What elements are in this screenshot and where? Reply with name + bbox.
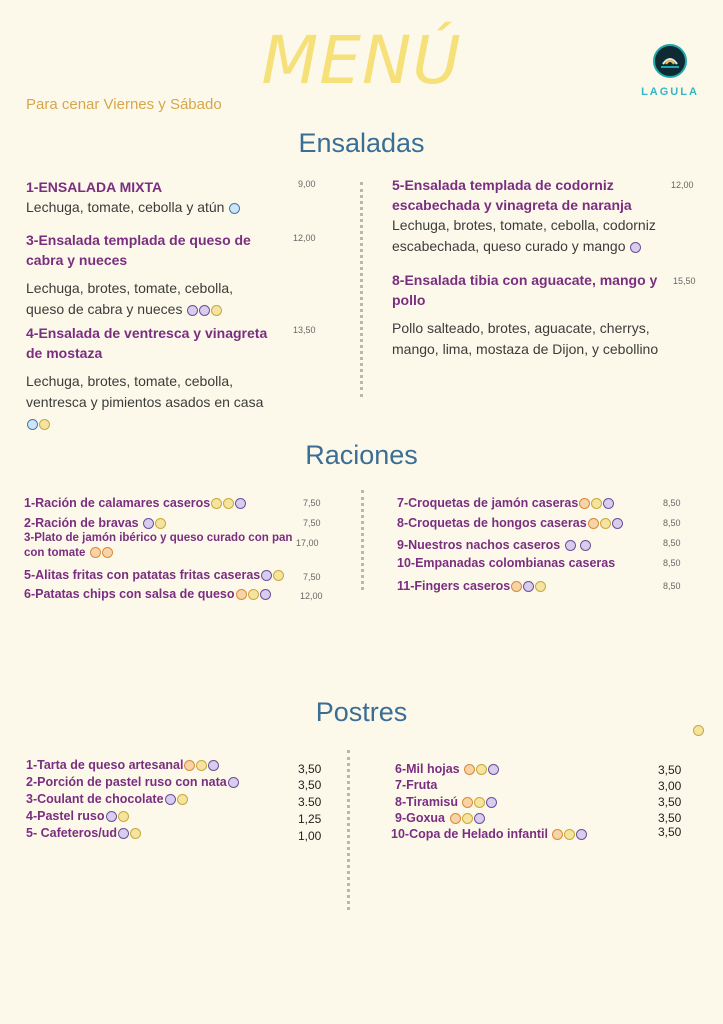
dish-price: 12,00 bbox=[300, 591, 323, 601]
dish-price: 7,50 bbox=[303, 498, 321, 508]
dish-price: 3,00 bbox=[658, 779, 682, 793]
section-title-postres: Postres bbox=[315, 697, 408, 727]
dish-description: Pollo salteado, brotes, aguacate, cherrys, mango, lima, mostaza de Dijon, y cebollino bbox=[392, 320, 659, 357]
allergen-icon bbox=[273, 570, 284, 581]
dish-item bbox=[392, 175, 664, 257]
allergen-icon bbox=[211, 305, 222, 316]
dish-price: 3,50 bbox=[658, 825, 682, 839]
dish-name: 1-ENSALADA MIXTA bbox=[26, 179, 163, 195]
dish-name: 8-Croquetas de hongos caseras bbox=[397, 515, 623, 531]
dish-price: 3,50 bbox=[658, 795, 682, 809]
dish-item bbox=[26, 230, 270, 320]
dish-price: 3,50 bbox=[298, 778, 322, 792]
dish-item bbox=[26, 323, 270, 434]
allergen-icon bbox=[261, 570, 272, 581]
dish-price: 3,50 bbox=[658, 811, 682, 825]
dish-item bbox=[392, 270, 664, 360]
allergen-icon bbox=[236, 589, 247, 600]
dish-price: 1,25 bbox=[298, 812, 322, 826]
allergen-icon bbox=[552, 829, 563, 840]
logo-text: LAGULA bbox=[641, 86, 699, 98]
allergen-icon bbox=[165, 794, 176, 805]
dish-name: 8-Ensalada tibia con aguacate, mango y pollo bbox=[392, 272, 658, 308]
dish-price: 3.50 bbox=[298, 795, 322, 809]
allergen-icon bbox=[260, 589, 271, 600]
allergen-icon bbox=[576, 829, 587, 840]
allergen-icon bbox=[102, 547, 113, 558]
allergen-icon bbox=[474, 813, 485, 824]
dish-price: 12,00 bbox=[671, 180, 694, 190]
dish-price: 7,50 bbox=[303, 572, 321, 582]
dish-description: Lechuga, brotes, tomate, cebolla, codorniz escabechada, queso curado y mango bbox=[392, 217, 656, 254]
dish-name: 2-Ración de bravas bbox=[24, 515, 166, 531]
dish-price: 15,50 bbox=[673, 276, 696, 286]
allergen-icon bbox=[511, 581, 522, 592]
dish-name: 4-Ensalada de ventresca y vinagreta de mostaza bbox=[26, 325, 268, 361]
allergen-icon bbox=[579, 498, 590, 509]
dish-price: 8,50 bbox=[663, 518, 681, 528]
allergen-icon bbox=[208, 760, 219, 771]
allergen-icon bbox=[564, 829, 575, 840]
allergen-icon bbox=[693, 725, 704, 736]
allergen-icon bbox=[118, 811, 129, 822]
dish-name: 1-Tarta de queso artesanal bbox=[26, 757, 219, 773]
allergen-icon bbox=[486, 797, 497, 808]
restaurant-logo bbox=[640, 44, 700, 104]
dish-description: Lechuga, brotes, tomate, cebolla, queso de cabra y nueces bbox=[26, 280, 234, 317]
allergen-icon bbox=[196, 760, 207, 771]
dish-name: 5-Ensalada templada de codorniz escabechada y vinagreta de naranja bbox=[392, 177, 632, 213]
dish-price: 3,50 bbox=[298, 762, 322, 776]
dish-name: 3-Plato de jamón ibérico y queso curado con pan con tomate bbox=[24, 532, 293, 559]
dish-price: 7,50 bbox=[303, 518, 321, 528]
column-divider bbox=[347, 750, 350, 910]
column-divider bbox=[360, 182, 363, 397]
allergen-icon bbox=[39, 419, 50, 430]
allergen-icon bbox=[248, 589, 259, 600]
dish-price: 3,50 bbox=[658, 763, 682, 777]
allergen-icon bbox=[462, 797, 473, 808]
allergen-icon bbox=[565, 540, 576, 551]
dish-name: 3-Ensalada templada de queso de cabra y nueces bbox=[26, 232, 251, 268]
dish-price: 8,50 bbox=[663, 581, 681, 591]
dish-price: 9,00 bbox=[298, 179, 316, 189]
dish-item bbox=[26, 177, 266, 218]
dish-name: 9-Goxua bbox=[395, 810, 485, 826]
allergen-icon bbox=[118, 828, 129, 839]
allergen-icon bbox=[476, 764, 487, 775]
dish-name: 5- Cafeteros/ud bbox=[26, 825, 141, 841]
dish-name: 6-Patatas chips con salsa de queso bbox=[24, 586, 271, 602]
dish-price: 8,50 bbox=[663, 558, 681, 568]
allergen-icon bbox=[184, 760, 195, 771]
section-title-raciones: Raciones bbox=[305, 440, 418, 470]
dish-name: 9-Nuestros nachos caseros bbox=[397, 537, 591, 553]
allergen-icon bbox=[130, 828, 141, 839]
allergen-icon bbox=[106, 811, 117, 822]
section-title-ensaladas: Ensaladas bbox=[298, 128, 425, 158]
dish-name: 4-Pastel ruso bbox=[26, 808, 129, 824]
allergen-icon bbox=[90, 547, 101, 558]
dish-price: 8,50 bbox=[663, 498, 681, 508]
allergen-icon bbox=[580, 540, 591, 551]
logo-icon bbox=[653, 44, 687, 78]
allergen-icon bbox=[591, 498, 602, 509]
allergen-icon bbox=[600, 518, 611, 529]
allergen-icon bbox=[535, 581, 546, 592]
allergen-icon bbox=[143, 518, 154, 529]
dish-name: 2-Porción de pastel ruso con nata bbox=[26, 774, 239, 790]
dish-price: 12,00 bbox=[293, 233, 316, 243]
allergen-icon bbox=[612, 518, 623, 529]
dish-name: 6-Mil hojas bbox=[395, 761, 499, 777]
dish-price: 1,00 bbox=[298, 829, 322, 843]
allergen-icon bbox=[603, 498, 614, 509]
dish-name: 7-Croquetas de jamón caseras bbox=[397, 495, 614, 511]
allergen-icon bbox=[27, 419, 38, 430]
dish-name: 3-Coulant de chocolate bbox=[26, 791, 188, 807]
allergen-icon bbox=[199, 305, 210, 316]
dish-name: 11-Fingers caseros bbox=[397, 578, 546, 594]
dish-name: 10-Copa de Helado infantil bbox=[391, 826, 587, 842]
allergen-icon bbox=[523, 581, 534, 592]
allergen-icon bbox=[223, 498, 234, 509]
dish-name: 5-Alitas fritas con patatas fritas caseras bbox=[24, 567, 284, 583]
menu-subtitle: Para cenar Viernes y Sábado bbox=[26, 96, 222, 113]
dish-name: 7-Fruta bbox=[395, 778, 438, 792]
dish-price: 17,00 bbox=[296, 538, 319, 548]
allergen-icon bbox=[588, 518, 599, 529]
allergen-icon bbox=[474, 797, 485, 808]
menu-title: MENÚ bbox=[261, 22, 462, 99]
dish-name: 10-Empanadas colombianas caseras bbox=[397, 556, 616, 570]
allergen-icon bbox=[177, 794, 188, 805]
dish-name: 1-Ración de calamares caseros bbox=[24, 495, 246, 511]
allergen-icon bbox=[488, 764, 499, 775]
dish-description: Lechuga, brotes, tomate, cebolla, ventresca y pimientos asados en casa bbox=[26, 371, 270, 434]
dish-name: 8-Tiramisú bbox=[395, 794, 497, 810]
allergen-icon bbox=[462, 813, 473, 824]
allergen-icon bbox=[211, 498, 222, 509]
allergen-icon bbox=[229, 203, 240, 214]
dish-price: 8,50 bbox=[663, 538, 681, 548]
dish-description: Lechuga, tomate, cebolla y atún bbox=[26, 197, 266, 218]
allergen-icon bbox=[235, 498, 246, 509]
column-divider bbox=[361, 490, 364, 590]
allergen-icon bbox=[464, 764, 475, 775]
allergen-icon bbox=[228, 777, 239, 788]
allergen-icon bbox=[450, 813, 461, 824]
allergen-icon bbox=[630, 242, 641, 253]
dish-price: 13,50 bbox=[293, 325, 316, 335]
allergen-icon bbox=[187, 305, 198, 316]
allergen-icon bbox=[155, 518, 166, 529]
